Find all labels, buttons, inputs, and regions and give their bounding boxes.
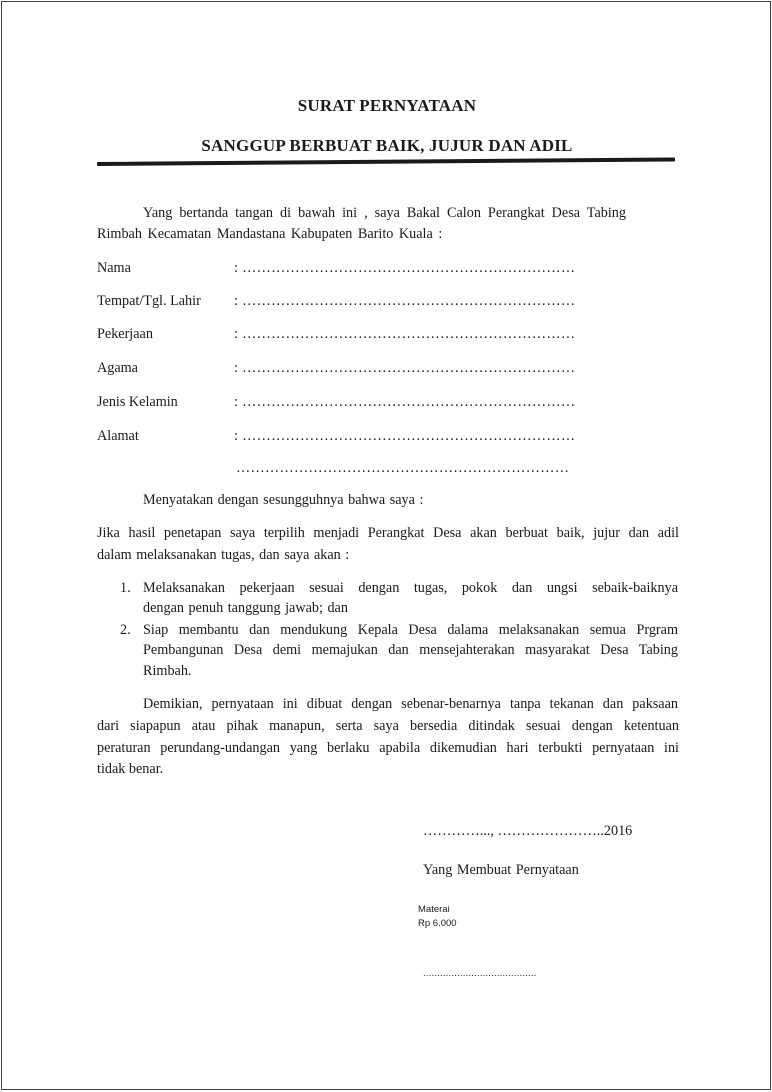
signature-name-line: ........................................ [423,968,537,979]
field-label-agama: Agama [97,360,138,376]
list-item-2-line-2: Pembangunan Desa demi memajukan dan mensejahterakan masyarakat Desa Tabing [143,642,678,658]
closing-line-1: Demikian, pernyataan ini dibuat dengan sebenar-benarnya tanpa tekanan dan paksaan [143,696,678,712]
declaration-text: Menyatakan dengan sesungguhnya bahwa saya : [143,492,424,508]
document-page [1,1,771,1090]
document-subtitle: SANGGUP BERBUAT BAIK, JUJUR DAN ADIL [201,136,573,155]
field-dots-tempat-tgl-lahir: : …………………………………………………………… [234,293,576,309]
field-dots-alamat: : …………………………………………………………… [234,428,576,444]
field-dots-jenis-kelamin: : …………………………………………………………… [234,394,576,410]
title-rule [97,157,675,166]
list-item-2-line-1: Siap membantu dan mendukung Kepala Desa dalama melaksanakan semua Prgram [143,622,678,638]
closing-line-2: dari siapapun atau pihak manapun, serta saya bersedia ditindak sesuai dengan ketentuan [97,718,679,734]
condition-line-1: Jika hasil penetapan saya terpilih menjadi Perangkat Desa akan berbuat baik, jujur dan adil [97,525,679,541]
list-item-2-line-3: Rimbah. [143,663,192,679]
intro-line-1: Yang bertanda tangan di bawah ini , saya Bakal Calon Perangkat Desa Tabing [143,205,626,221]
field-label-pekerjaan: Pekerjaan [97,326,153,342]
closing-line-4: tidak benar. [97,761,164,777]
intro-line-2: Rimbah Kecamatan Mandastana Kabupaten Barito Kuala : [97,226,443,242]
field-label-jenis-kelamin: Jenis Kelamin [97,394,178,410]
field-label-nama: Nama [97,260,131,276]
list-item-1-line-1: Melaksanakan pekerjaan sesuai dengan tugas, pokok dan ungsi sebaik-baiknya [143,580,678,596]
field-label-alamat: Alamat [97,428,139,444]
list-number-1: 1. [120,580,131,596]
field-dots-alamat-continuation: …………………………………………………………… [236,460,570,476]
list-number-2: 2. [120,622,131,638]
field-dots-nama: : …………………………………………………………… [234,260,576,276]
place-date: …………..., …………………..2016 [423,823,633,839]
closing-line-3: peraturan perundang-undangan yang berlaku apabila dikemudian hari terbukti pernyataan ini [97,740,679,756]
condition-line-2: dalam melaksanakan tugas, dan saya akan : [97,547,350,563]
field-dots-pekerjaan: : …………………………………………………………… [234,326,576,342]
field-dots-agama: : …………………………………………………………… [234,360,576,376]
field-label-tempat-tgl-lahir: Tempat/Tgl. Lahir [97,293,201,309]
stamp-label: Materai [418,904,450,915]
stamp-amount: Rp 6.000 [418,918,457,929]
signer-label: Yang Membuat Pernyataan [423,862,579,878]
list-item-1-line-2: dengan penuh tanggung jawab; dan [143,600,348,616]
document-title: SURAT PERNYATAAN [297,96,477,115]
